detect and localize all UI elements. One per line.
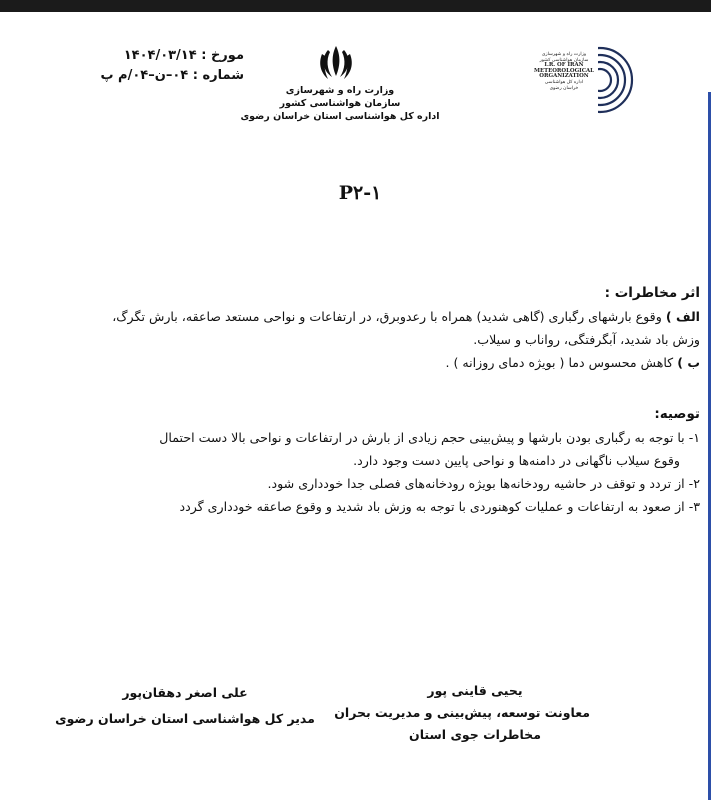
signature-director-title: مدیر کل هواشناسی استان خراسان رضوی [55,711,315,726]
advice-item-1-continued: وقوع سیلاب ناگهانی در دامنه‌ها و نواحی پایین دست وجود دارد. [353,453,680,468]
date-line: مورخ : ۱۴۰۴/۰۳/۱۴ [123,48,244,63]
number-line: شماره : ۰۴–ن–۰۴/م پ [100,68,244,83]
hazard-item-a-label: الف ) [665,309,700,324]
advice-title: توصیه: [654,406,700,422]
signature-deputy-name: یحیی قاینی پور [427,683,523,698]
hazard-item-a-text: وقوع بارشهای رگباری (گاهی شدید) همراه با رعدوبرق، در ارتفاعات و نواحی مستعد صاعقه، بارش تگرگ، [112,309,662,324]
hazard-item-a-continued: وزش باد شدید، آبگرفتگی، رواناب و سیلاب. [473,332,700,347]
office-name: اداره کل هواشناسی استان خراسان رضوی [240,111,440,122]
ministry-name: وزارت راه و شهرسازی [285,85,395,96]
document-code: P۲-۱ [338,182,382,204]
document-body [30,282,700,518]
advice-item-3: ۳- از صعود به ارتفاعات و عملیات کوهنوردی با توجه به وزش باد شدید و وقوع صاعقه خودداری گردد [179,499,700,514]
organization-name: سازمان هواشناسی کشور [279,98,401,109]
letter-meta [100,46,244,86]
ministry-header [240,84,440,123]
advice-item-2: ۲- از تردد و توقف در حاشیه رودخانه‌ها بویژه رودخانه‌های فصلی جدا خودداری شود. [267,476,700,491]
signature-director [50,680,320,732]
iran-emblem-icon [318,42,354,82]
hazard-item-b [30,351,700,374]
logo-text: وزارت راه و شهرسازی سازمان هواشناسی کشور I.R. OF IRAN METEOROLOGICAL ORGANIZATION اداره کل هواشناسی خراسان رضوی [534,52,594,91]
top-bar [0,0,711,12]
signature-deputy-title: معاونت توسعه، پیش‌بینی و مدیریت بحران [334,705,590,720]
signature-deputy [334,680,590,746]
hazard-item-a [30,305,700,328]
advice-item-1: ۱- با توجه به رگباری بودن بارشها و پیش‌بینی حجم زیادی از بارش در ارتفاعات و نواحی بالا دست احتمال [159,430,700,445]
signature-deputy-title-2: مخاطرات جوی استان [409,727,541,742]
signature-director-name: علی اصغر دهقان‌پور [122,685,248,700]
hazard-item-b-text: کاهش محسوس دما ( بویژه دمای روزانه ) . [445,355,674,370]
hazards-title: اثر مخاطرات : [604,285,700,301]
hazard-item-b-label: ب ) [677,355,700,370]
